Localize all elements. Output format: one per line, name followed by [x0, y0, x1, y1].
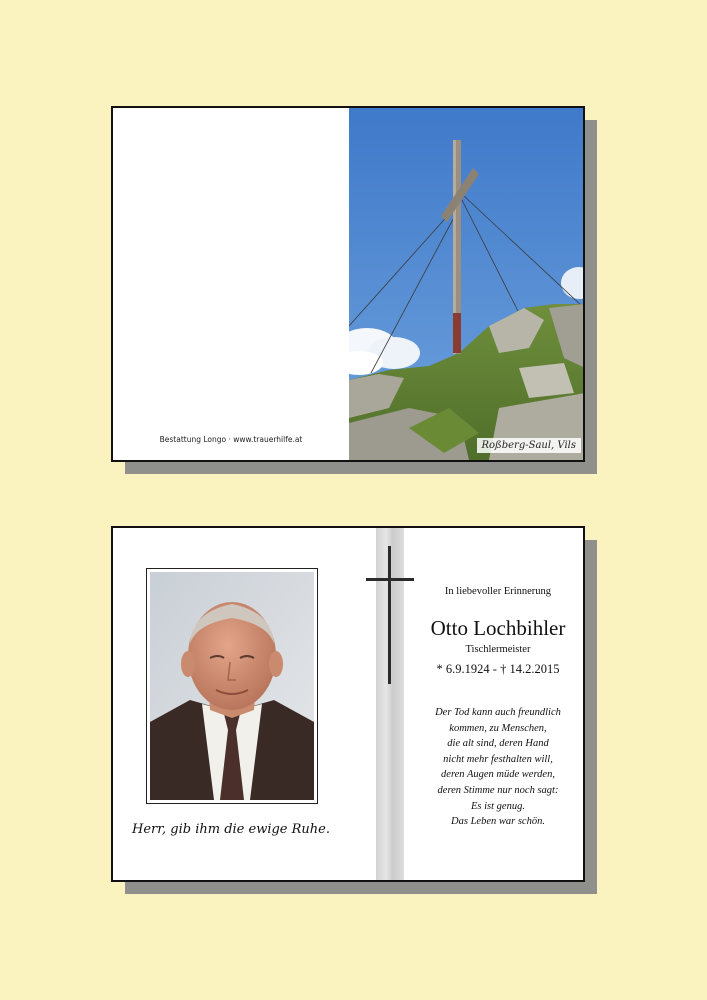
poem-line: kommen, zu Menschen,: [449, 722, 547, 734]
latin-cross-icon: [366, 546, 414, 686]
life-dates: * 6.9.1924 - † 14.2.2015: [436, 662, 560, 676]
portrait-photo: [146, 568, 318, 804]
summit-cross-photo: [349, 108, 585, 460]
funeral-home-credit: Bestattung Longo · www.trauerhilfe.at: [159, 435, 303, 444]
poem-line: Das Leben war schön.: [451, 816, 545, 828]
poem-line: nicht mehr festhalten will,: [443, 753, 553, 765]
intro-text: In liebevoller Erinnerung: [444, 586, 552, 597]
card-inner: [111, 526, 585, 882]
card-front: [111, 106, 585, 462]
poem-line: deren Augen müde werden,: [441, 769, 555, 781]
photo-caption: Roßberg-Saul, Vils: [477, 438, 582, 453]
prayer-text: Herr, gib ihm die ewige Ruhe.: [131, 822, 330, 837]
memorial-poem: [413, 705, 583, 830]
poem-line: Der Tod kann auch freundlich: [435, 707, 561, 718]
poem-line: Es ist genug.: [471, 800, 525, 812]
poem-line: deren Stimme nur noch sagt:: [437, 784, 559, 796]
occupation: Tischlermeister: [465, 644, 531, 655]
poem-line: die alt sind, deren Hand: [447, 738, 549, 750]
deceased-name: Otto Lochbihler: [430, 616, 566, 640]
